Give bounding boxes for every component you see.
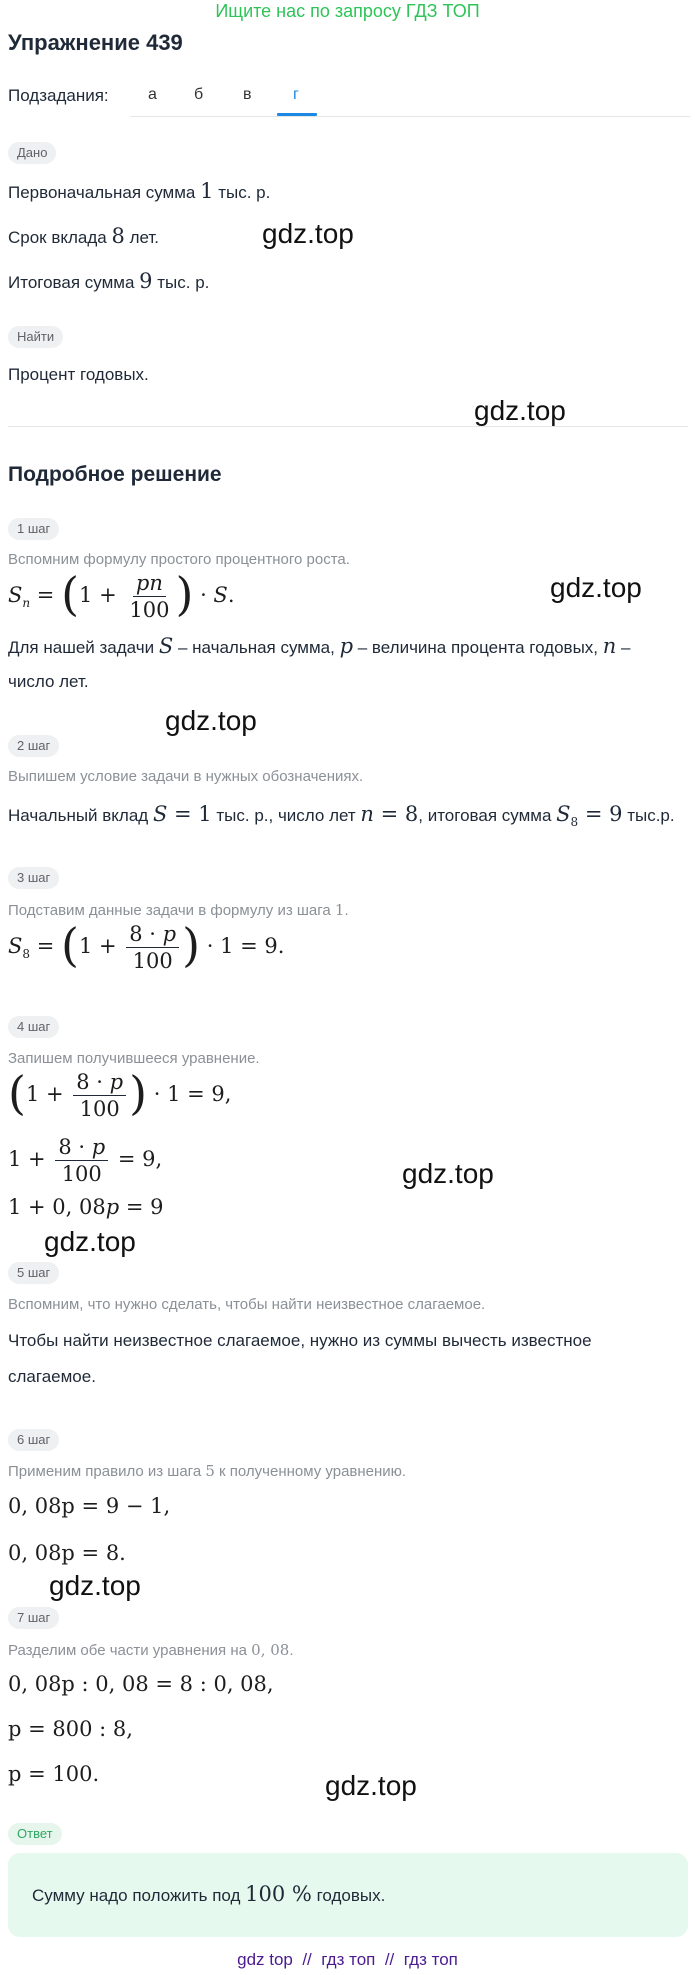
step-text: Начальный вклад S = 1 тыс. р., число лет n = 8, итоговая сумма $S_8 = 9$ тыс.р.: [8, 802, 675, 830]
watermark: gdz.top: [402, 1158, 494, 1189]
watermark: gdz.top: [49, 1570, 141, 1601]
watermark: gdz.top: [550, 572, 642, 603]
footer-link[interactable]: гдз топ: [403, 1950, 458, 1969]
find-chip: Найти: [8, 326, 63, 348]
answer-text: Сумму надо положить под 100 % годовых.: [32, 1882, 386, 1906]
footer-links: [0, 1950, 695, 1970]
step-hint: Запишем получившееся уравнение.: [8, 1050, 260, 1067]
solution-heading: Подробное решение: [8, 463, 222, 486]
given-chip: Дано: [8, 142, 56, 164]
tab-a[interactable]: а: [148, 86, 157, 103]
active-tab-indicator: [277, 113, 317, 116]
step-hint: Применим правило из шага 5 к полученному уравнению.: [8, 1462, 407, 1480]
formula-simple-interest: $S_n = (1$ + $\frac{pn}{100}$ ) · S.: [8, 566, 235, 622]
equation-line: p = 800 : 8,: [8, 1717, 133, 1741]
watermark: gdz.top: [474, 395, 566, 426]
answer-chip: Ответ: [8, 1823, 62, 1845]
tab-b[interactable]: б: [194, 86, 204, 103]
step-text: слагаемое.: [8, 1367, 96, 1386]
watermark: gdz.top: [325, 1770, 417, 1801]
step-text: число лет.: [8, 672, 89, 691]
given-line: Итоговая сумма 9 тыс. р.: [8, 269, 210, 293]
step-chip: 3 шаг: [8, 867, 59, 889]
subtask-tabs: [130, 76, 690, 117]
step-text: Для нашей задачи S – начальная сумма, p – величина процента годовых, n –: [8, 634, 631, 658]
answer-box: [8, 1853, 688, 1937]
equation-line: 1 + $\frac{8 \cdot p}{100}$ = 9,: [8, 1135, 163, 1186]
equation-line: p = 100.: [8, 1762, 100, 1786]
step-hint: Выпишем условие задачи в нужных обозначениях.: [8, 768, 364, 785]
equation-line: 0, 08p = 9 − 1,: [8, 1494, 171, 1518]
footer-link[interactable]: gdz top: [237, 1950, 293, 1969]
footer-link[interactable]: гдз топ: [321, 1950, 376, 1969]
given-line: Первоначальная сумма 1 тыс. р.: [8, 179, 271, 203]
step-chip: 4 шаг: [8, 1016, 59, 1038]
page-title: Упражнение 439: [8, 30, 183, 55]
step-hint: Вспомним формулу простого процентного роста.: [8, 551, 350, 568]
tab-v[interactable]: в: [243, 86, 252, 103]
step-chip: 7 шаг: [8, 1607, 59, 1629]
subtasks-label: Подзадания:: [8, 86, 109, 105]
footer-separator: //: [384, 1950, 395, 1969]
equation-line: (1 + $\frac{8 \cdot p}{100}$ ) · 1 = 9,: [8, 1065, 232, 1121]
step-hint: Вспомним, что нужно сделать, чтобы найти неизвестное слагаемое.: [8, 1296, 486, 1313]
footer-separator: //: [302, 1950, 312, 1969]
watermark: gdz.top: [44, 1226, 136, 1257]
watermark: gdz.top: [165, 705, 257, 736]
given-line: Срок вклада 8 лет.: [8, 224, 160, 248]
step-chip: 6 шаг: [8, 1429, 59, 1451]
step-text: Чтобы найти неизвестное слагаемое, нужно из суммы вычесть известное: [8, 1331, 592, 1350]
equation-line: 1 + 0, 08p = 9: [8, 1195, 164, 1219]
step-hint: Подставим данные задачи в формулу из шага 1.: [8, 901, 349, 919]
section-divider: [8, 426, 688, 427]
find-text: Процент годовых.: [8, 365, 149, 384]
step-chip: 2 шаг: [8, 735, 59, 757]
step-chip: 5 шаг: [8, 1262, 59, 1284]
formula-substituted: $S_8 = (1$ + $\frac{8 \cdot p}{100}$ ) · 1 = 9.: [8, 917, 285, 973]
watermark: gdz.top: [262, 218, 354, 249]
step-hint: Разделим обе части уравнения на 0, 08.: [8, 1641, 294, 1659]
equation-line: 0, 08p = 8.: [8, 1541, 126, 1565]
search-banner: Ищите нас по запросу ГДЗ ТОП: [215, 1, 480, 21]
step-chip: 1 шаг: [8, 518, 59, 540]
tab-g[interactable]: г: [293, 86, 299, 103]
equation-line: 0, 08p : 0, 08 = 8 : 0, 08,: [8, 1672, 274, 1696]
